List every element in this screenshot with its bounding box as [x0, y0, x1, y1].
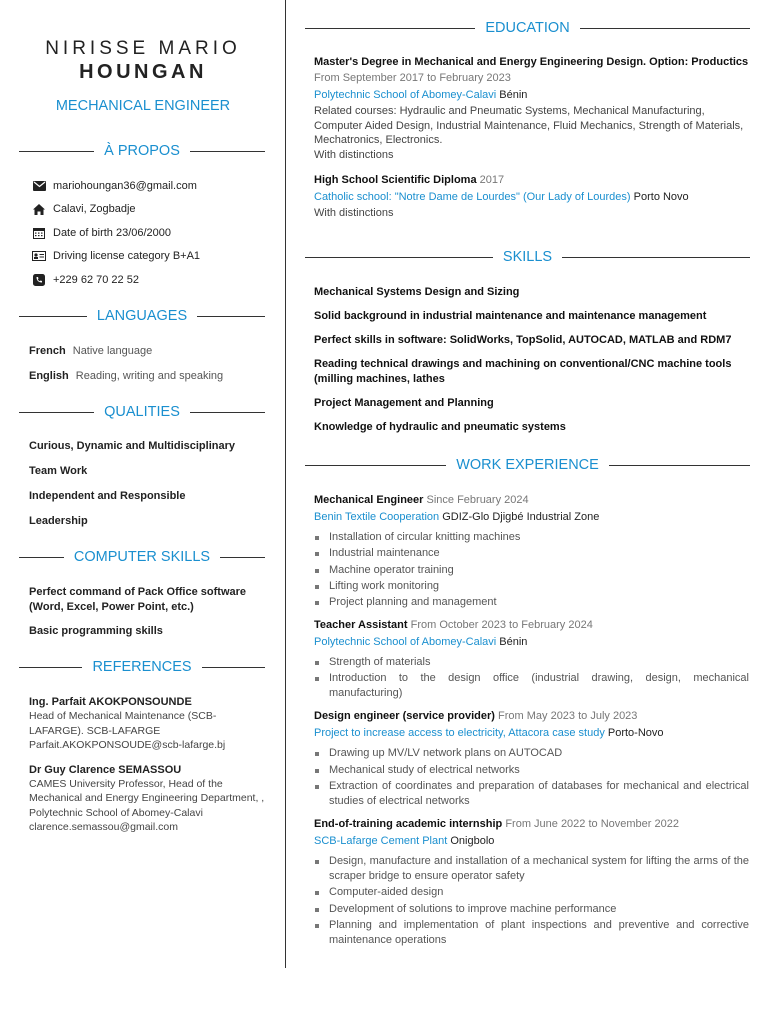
task-item: Introduction to the design office (industrial drawing, design, mechanical manufacturing): [314, 671, 749, 701]
experience-item: [314, 492, 749, 610]
phone-icon: [32, 274, 46, 286]
contact-birthdate: Date of birth 23/06/2000: [32, 221, 200, 245]
task-item: Mechanical study of electrical networks: [314, 763, 749, 778]
task-list: [314, 746, 749, 809]
experience-item: [314, 816, 749, 948]
education-heading: EDUCATION: [305, 20, 750, 36]
degree-date: From September 2017 to February 2023: [314, 72, 511, 84]
reference-email: Parfait.AKOKPONSOUDE@scb-lafarge.bj: [29, 739, 226, 751]
task-item: Computer-aided design: [314, 885, 749, 900]
task-item: Lifting work monitoring: [314, 579, 749, 594]
first-name: NIRISSE MARIO: [45, 38, 241, 59]
skills-heading: SKILLS: [305, 249, 750, 265]
distinction-note: With distinctions: [314, 207, 394, 219]
task-item: Drawing up MV/LV network plans on AUTOCAD: [314, 746, 749, 761]
education-item: [314, 172, 749, 221]
task-item: Project planning and management: [314, 595, 749, 610]
job-role: End-of-training academic internship From June 2022 to November 2022: [314, 818, 679, 831]
task-item: Design, manufacture and installation of a mechanical system for lifting the arms of the scraper bridge to ensure operator safety: [314, 854, 749, 884]
envelope-icon: [32, 180, 46, 192]
references-heading: REFERENCES: [19, 659, 265, 675]
work-experience-heading: WORK EXPERIENCE: [305, 457, 750, 473]
candidate-name: [0, 38, 286, 84]
qualities-list: [29, 440, 261, 540]
reference-name: Dr Guy Clarence SEMASSOU: [29, 763, 182, 776]
last-name: HOUNGAN: [79, 61, 207, 83]
task-list: [314, 530, 749, 610]
skill-item: Knowledge of hydraulic and pneumatic systems: [314, 421, 566, 433]
languages-heading: LANGUAGES: [19, 308, 265, 324]
employer: Project to increase access to electricity, Attacora case study Porto-Novo: [314, 727, 664, 740]
job-role: Teacher Assistant From October 2023 to February 2024: [314, 619, 593, 632]
task-item: Installation of circular knitting machines: [314, 530, 749, 545]
task-list: [314, 854, 749, 948]
employer: SCB-Lafarge Cement Plant Onigbolo: [314, 835, 495, 848]
course-details: Related courses: Hydraulic and Pneumatic Systems, Mechanical Manufacturing, Computer Aided Design, Industrial Maintenance, Fluid Mechanics, Strength of Materials, Mechatronics, Electronics.: [314, 105, 744, 146]
computer-skills-list: [29, 585, 259, 649]
job-role: Design engineer (service provider) From May 2023 to July 2023: [314, 710, 638, 723]
calendar-icon: [32, 227, 46, 239]
language-item: English Reading, writing and speaking: [29, 370, 224, 382]
task-item: Extraction of coordinates and preparation of databases for mechanical and electrical studies of electrical networks: [314, 779, 749, 809]
task-item: Development of solutions to improve machine performance: [314, 902, 749, 917]
institution: Polytechnic School of Abomey-Calavi Bénin: [314, 89, 528, 101]
home-icon: [32, 203, 46, 215]
skill-item: Solid background in industrial maintenance and maintenance management: [314, 310, 707, 322]
job-role: Mechanical Engineer Since February 2024: [314, 494, 529, 506]
contact-list: [32, 174, 200, 292]
experience-item: [314, 617, 749, 701]
distinction-note: With distinctions: [314, 148, 394, 161]
computer-skill-item: Basic programming skills: [29, 625, 163, 637]
skills-list: [314, 285, 749, 435]
computer-skill-item: Perfect command of Pack Office software (Word, Excel, Power Point, etc.): [29, 586, 247, 613]
reference-description: CAMES University Professor, Head of the Mechanical and Energy Engineering Department, , Polytechnic School of Abomey-Calavi: [29, 777, 265, 819]
degree-title: Master's Degree in Mechanical and Energy Engineering Design. Option: Productics: [314, 56, 749, 68]
task-item: Machine operator training: [314, 563, 749, 578]
employer: Polytechnic School of Abomey-Calavi Bénin: [314, 636, 528, 649]
contact-license: Driving license category B+A1: [32, 245, 200, 269]
right-column: [305, 0, 750, 1024]
skill-item: Project Management and Planning: [314, 397, 494, 409]
task-item: Planning and implementation of plant inspections and preventive and corrective maintenance operations: [314, 918, 749, 948]
education-item: [314, 54, 749, 162]
institution: Catholic school: "Notre Dame de Lourdes" (Our Lady of Lourdes) Porto Novo: [314, 191, 689, 203]
reference-description: Head of Mechanical Maintenance (SCB-LAFARGE). SCB-LAFARGE: [29, 710, 217, 737]
id-card-icon: [32, 250, 46, 262]
experience-item: [314, 708, 749, 809]
qualities-heading: QUALITIES: [19, 404, 265, 420]
skill-item: Mechanical Systems Design and Sizing: [314, 286, 520, 298]
contact-email: mariohoungan36@gmail.com: [32, 174, 200, 198]
languages-list: [29, 345, 261, 395]
quality-item: Curious, Dynamic and Multidisciplinary: [29, 440, 235, 452]
left-column: [0, 0, 286, 1024]
contact-phone: +229 62 70 22 52: [32, 268, 200, 292]
education-list: [314, 54, 749, 221]
employer: Benin Textile Cooperation GDIZ-Glo Djigbé Industrial Zone: [314, 511, 600, 523]
quality-item: Leadership: [29, 515, 88, 527]
language-item: French Native language: [29, 345, 153, 357]
skill-item: Perfect skills in software: SolidWorks, TopSolid, AUTOCAD, MATLAB and RDM7: [314, 334, 732, 346]
job-title: MECHANICAL ENGINEER: [55, 98, 231, 114]
reference-item: [29, 695, 267, 753]
degree-title: High School Scientific Diploma 2017: [314, 174, 505, 186]
reference-item: [29, 763, 267, 835]
about-heading: À PROPOS: [19, 143, 265, 159]
quality-item: Team Work: [29, 465, 88, 477]
experience-list: [314, 492, 749, 949]
task-item: Industrial maintenance: [314, 546, 749, 561]
references-list: [29, 695, 267, 835]
quality-item: Independent and Responsible: [29, 490, 186, 502]
computer-skills-heading: COMPUTER SKILLS: [19, 549, 265, 565]
contact-address: Calavi, Zogbadje: [32, 198, 200, 222]
reference-email: clarence.semassou@gmail.com: [29, 821, 178, 833]
column-divider: [285, 0, 286, 968]
skill-item: Reading technical drawings and machining on conventional/CNC machine tools (milling machines, lathes: [314, 358, 732, 385]
task-list: [314, 655, 749, 701]
task-item: Strength of materials: [314, 655, 749, 670]
reference-name: Ing. Parfait AKOKPONSOUNDE: [29, 696, 192, 708]
